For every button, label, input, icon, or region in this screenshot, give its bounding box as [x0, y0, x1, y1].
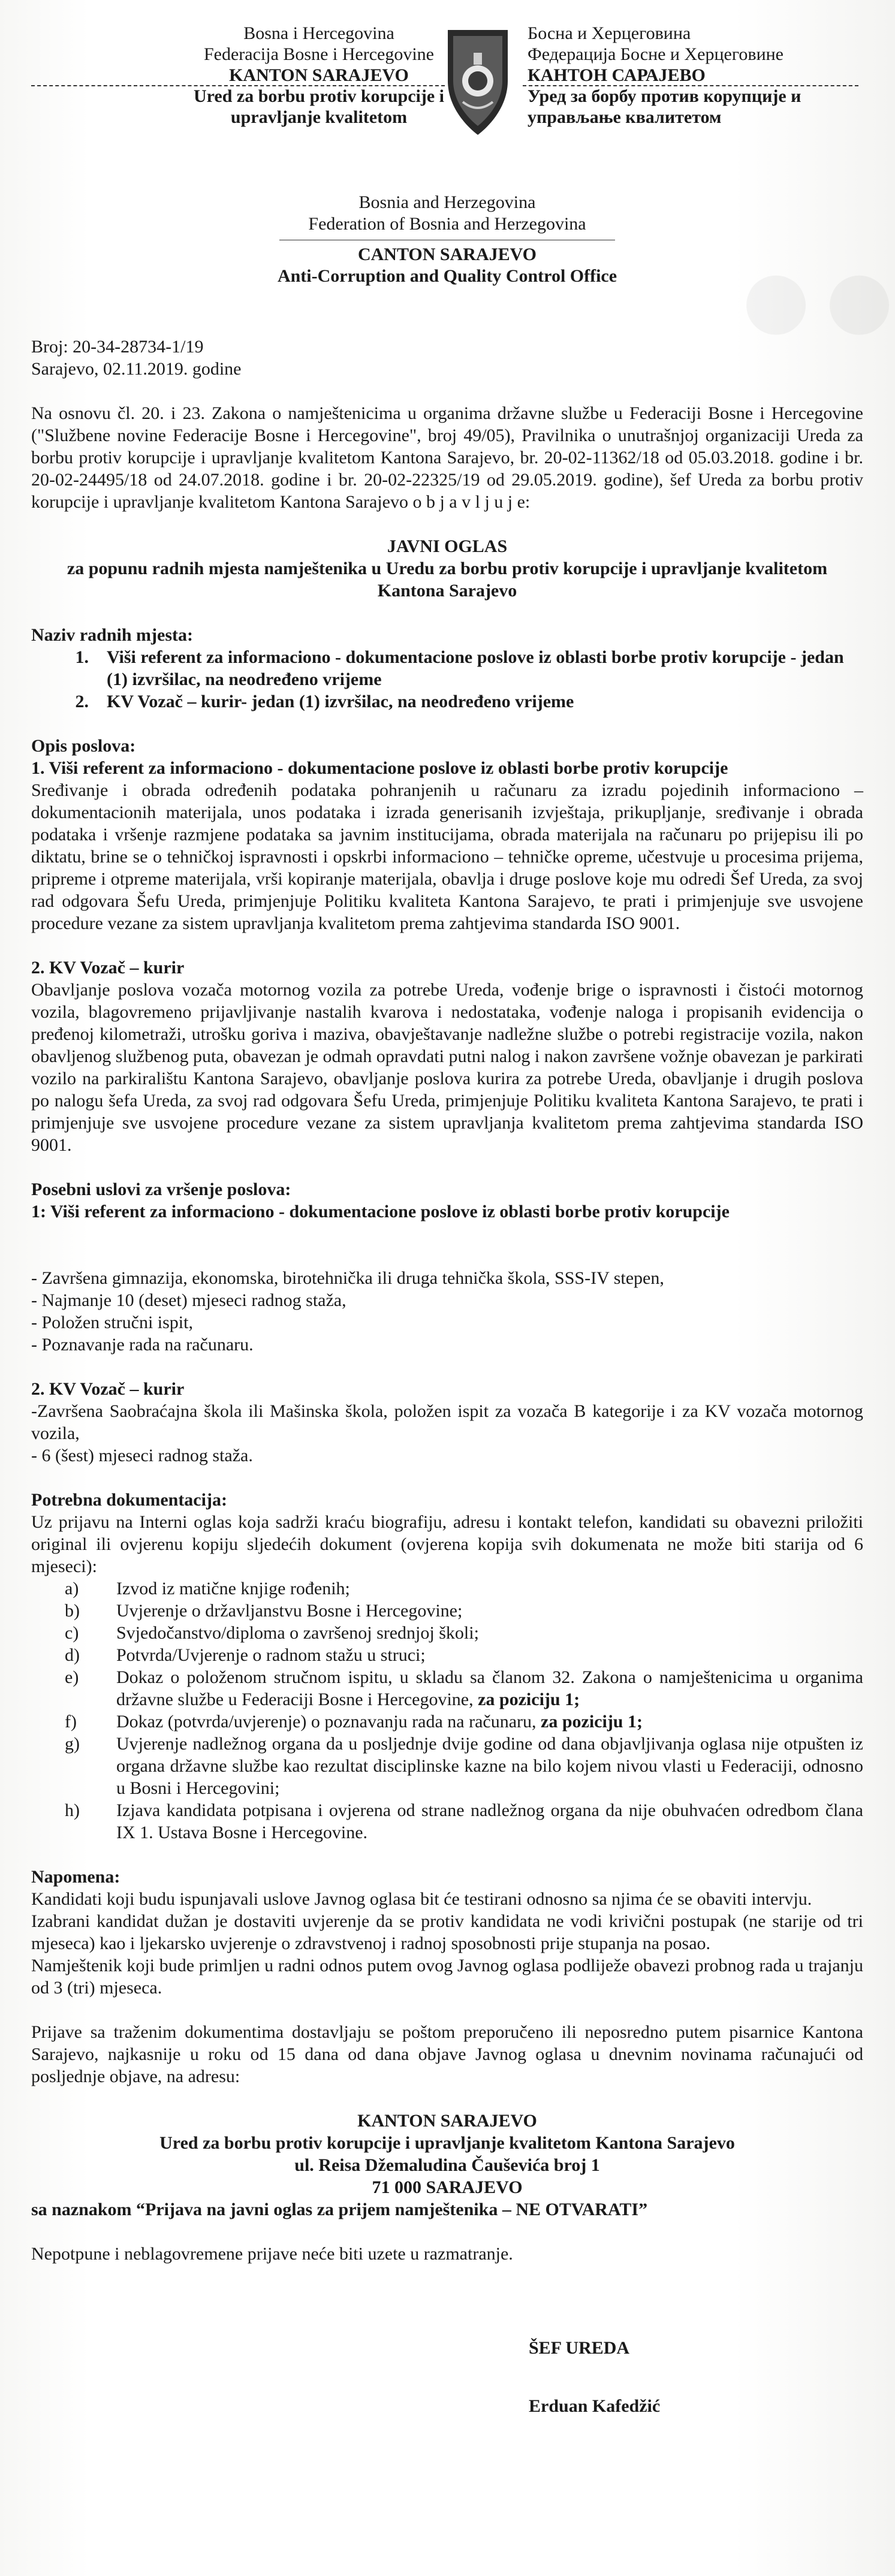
letterhead-office-cyrillic-line2: управљање квалитетом [528, 107, 722, 127]
list-item [31, 1577, 863, 1600]
notice-title-subtitle-line2: Kantona Sarajevo [377, 581, 517, 601]
letterhead-country-cyrillic: Босна и Херцеговина [528, 23, 691, 43]
list-item [31, 1622, 863, 1644]
notice-title-subtitle: za popunu radnih mjesta namještenika u Uredu za borbu protiv korupcije i upravljanje kvalitetom [67, 559, 828, 578]
submission-instructions: Prijave sa traženim dokumentima dostavljaju se poštom preporučeno ili neposredno putem pisarnice Kantona Sarajevo, najkasnije u roku od 15 dana od dana objave Javnog oglasa u dnevnim novinama računajući od posljednje objave, na adresu: [31, 2022, 863, 2086]
list-number: 1. [75, 647, 89, 667]
document-requirement [116, 1733, 863, 1799]
incomplete-applications-note: Nepotpune i neblagovremene prijave neće biti uzete u razmatranje. [31, 2244, 513, 2264]
document-requirement [116, 1644, 863, 1666]
document-requirement [116, 1711, 863, 1733]
letterhead-office-line1: Ured za borbu protiv korupcije i [193, 86, 445, 106]
signature-name: Erduan Kafedžić [529, 2396, 661, 2416]
list-item: - Završena gimnazija, ekonomska, birotehnička ili druga tehnička škola, SSS-IV stepen, [31, 1268, 664, 1288]
documents-heading: Potrebna dokumentacija: [31, 1490, 227, 1510]
list-item: - 6 (šest) mjeseci radnog staža. [31, 1446, 253, 1465]
letterhead-canton-english: CANTON SARAJEVO [357, 245, 537, 264]
job-description-pos1-heading: 1. Viši referent za informaciono - dokumentacione poslove iz oblasti borbe protiv korupcije [31, 758, 728, 778]
list-letter: a) [65, 1579, 79, 1598]
conditions-pos2-list [31, 1400, 863, 1467]
list-letter: d) [65, 1645, 80, 1665]
documents-intro: Uz prijavu na Interni oglas koja sadrži kraću biografiju, adresu i kontakt telefon, kandidati su obavezni priložiti original ili ovjerenu kopiju sljedećih dokument (ovjerena kopija svih dokumenata ne može biti starija od 6 mjeseci): [31, 1512, 863, 1576]
signature-block [529, 2337, 863, 2417]
documents-list [31, 1577, 863, 1844]
list-letter: h) [65, 1800, 80, 1820]
letterhead-canton-cyrillic: КАНТОН САРАЈЕВО [528, 65, 706, 85]
document-meta [31, 336, 863, 380]
requirement-scope: za poziciju 1; [478, 1690, 580, 1709]
letterhead-latin [187, 23, 451, 128]
list-item [31, 1733, 863, 1799]
list-letter: g) [65, 1734, 80, 1754]
address-office: Ured za borbu protiv korupcije i upravljanje kvalitetom Kantona Sarajevo [159, 2133, 735, 2153]
letterhead-country-english: Bosnia and Herzegovina [358, 192, 536, 212]
notice-title [31, 535, 863, 602]
position-title: KV Vozač – kurir- jedan (1) izvršilac, na neodređeno vrijeme [107, 692, 574, 711]
list-letter: e) [65, 1667, 79, 1687]
submission-address [31, 2110, 863, 2198]
envelope-marking: sa naznakom “Prijava na javni oglas za prijem namještenika – NE OTVARATI” [31, 2200, 648, 2219]
job-description-pos2-heading: 2. KV Vozač – kurir [31, 958, 185, 978]
requirement-text: Dokaz o položenom stručnom ispitu, u skladu sa članom 32. Zakona o namještenicima u organima državne službe u Federaciji Bosne i Hercegovine, [116, 1667, 863, 1709]
legal-basis-paragraph: Na osnovu čl. 20. i 23. Zakona o namještenicima u organima državne službe u Federaciji Bosne i Hercegovine ("Službene novine Federacije Bosne i Hercegovine", broj 49/05), Pravilnika o unutrašnjoj organizaciji Ureda za borbu protiv korupcije i upravljanje kvalitetom Kantona Sarajevo, br. 20-02-11362/18 od 05.03.2018. godine i br. 20-02-24495/18 od 24.07.2018. godine i br. 20-02-22325/19 od 29.05.2019. godine), šef Ureda za borbu protiv korupcije i upravljanje kvalitetom Kantona Sarajevo o b j a v l j u j e: [31, 403, 863, 512]
conditions-pos1-heading: 1: Viši referent za informaciono - dokumentacione poslove iz oblasti borbe protiv korupcije [31, 1202, 730, 1221]
job-description-heading: Opis poslova: [31, 736, 136, 756]
list-letter: f) [65, 1712, 77, 1732]
list-number: 2. [75, 692, 89, 711]
list-item [31, 690, 863, 713]
document-date: Sarajevo, 02.11.2019. godine [31, 359, 242, 379]
notes-heading: Napomena: [31, 1867, 120, 1887]
requirement-text: Potvrda/Uvjerenje o radnom stažu u struci; [116, 1645, 426, 1665]
document-requirement [116, 1600, 863, 1622]
document-requirement [116, 1622, 863, 1644]
conditions-heading: Posebni uslovi za vršenje poslova: [31, 1180, 291, 1199]
requirement-text: Izjava kandidata potpisana i ovjerena od strane nadležnog organa da nije obuhvaćen odredbom člana IX 1. Ustava Bosne i Hercegovine. [116, 1800, 863, 1842]
letterhead [31, 18, 863, 286]
letterhead-rule-left [31, 85, 445, 86]
requirement-text: Uvjerenje o državljanstvu Bosne i Hercegovine; [116, 1601, 463, 1621]
requirement-text: Svjedočanstvo/diploma o završenoj srednjoj školi; [116, 1623, 479, 1643]
letterhead-federation-cyrillic: Федерација Босне и Херцеговине [528, 44, 783, 64]
requirement-scope: za poziciju 1; [541, 1712, 643, 1732]
document-requirement [116, 1577, 863, 1600]
positions-list [31, 646, 863, 713]
conditions-pos1-list [31, 1267, 863, 1356]
address-city: 71 000 SARAJEVO [372, 2177, 523, 2197]
letterhead-federation-english: Federation of Bosnia and Herzegovina [308, 214, 586, 234]
address-street: ul. Reisa Džemaludina Čauševića broj 1 [294, 2155, 600, 2175]
positions-heading: Naziv radnih mjesta: [31, 625, 193, 645]
notes-certificates: Izabrani kandidat dužan je dostaviti uvjerenje da se protiv kandidata ne vodi krivični postupak (ne starije od tri mjeseca) kao i ljekarsko uvjerenje o zdravstvenoj i radnoj sposobnosti prije stupanja na posao. [31, 1911, 863, 1953]
document-number: Broj: 20-34-28734-1/19 [31, 337, 204, 357]
notes-probation: Namještenik koji bude primljen u radni odnos putem ovog Javnog oglasa podliježe obavezi probnog rada u trajanju od 3 (tri) mjeseca. [31, 1956, 863, 1998]
list-item [31, 1711, 863, 1733]
letterhead-cyrillic [528, 23, 839, 128]
conditions-pos2-heading: 2. KV Vozač – kurir [31, 1379, 185, 1399]
list-item [31, 646, 863, 690]
address-recipient: KANTON SARAJEVO [357, 2111, 537, 2131]
signature-title: ŠEF UREDA [529, 2338, 630, 2358]
letterhead-office-cyrillic-line1: Уред за борбу против корупције и [528, 86, 801, 106]
requirement-text: Izvod iz matične knjige rođenih; [116, 1579, 350, 1598]
list-item: - Položen stručni ispit, [31, 1313, 193, 1332]
letterhead-canton: KANTON SARAJEVO [229, 65, 409, 85]
list-item [31, 1799, 863, 1844]
job-description-pos1-text: Sređivanje i obrada određenih podataka pohranjenih u računaru za izradu pojedinih informaciono – dokumentacionih materijala, unos podataka i izrada generisanih izvještaja, prikupljanje, sređivanje i obrada podataka i vršenje razmjene podataka sa javnim institucijama, obrada materijala na računaru po prijepisu ili po diktatu, brine se o tehničkoj ispravnosti i opskrbi informaciono – tehničke opreme, učestvuje u procesima prijema, pripreme i otpreme materijala, vrši kopiranje materijala, obavlja i druge poslove koje mu odredi Šef Ureda, za svoj rad odgovara Šefu Ureda, primjenjuje Politiku kvaliteta Kantona Sarajevo, te prati i primjenjuje sve usvojene procedure vezane za sistem upravljanja kvalitetom prema zahtjevima standarda ISO 9001. [31, 780, 863, 933]
letterhead-english [31, 192, 863, 287]
letterhead-office-line2: upravljanje kvalitetom [230, 107, 408, 127]
letterhead-country: Bosna i Hercegovina [243, 23, 394, 43]
job-description-pos2-text: Obavljanje poslova vozača motornog vozila za potrebe Ureda, vođenje brige o ispravnosti i čistoći motornog vozila, blagovremeno prijavljivanje nastalih kvarova i nedostataka, vođenje naloga i propisanih evidencija o pređenoj kilometraži, utrošku goriva i maziva, obavještavanje nadležne službe o potrebi registracije vozila, nakon obavljenog službenog puta, obavezan je odmah opravdati putni nalog i nakon završene vožnje obavezan je parkirati vozilo na parkiralištu Kantona Sarajevo, obavljanje poslova kurira za potrebe Ureda, obavljanje i drugih poslova po nalogu šefa Ureda, za svoj rad odgovara Šefu Ureda, primjenjuje Politiku kvaliteta Kantona Sarajevo, te prati i primjenjuje sve usvojene procedure vezane za sistem upravljanja kvalitetom prema zahtjevima standarda ISO 9001. [31, 980, 863, 1155]
requirement-text: Uvjerenje nadležnog organa da u posljednje dvije godine od dana objavljivanja oglasa nije otpušten iz organa državne službe kao rezultat disciplinske kazne na bilo kojem nivou vlasti u Federaciji, odnosno u Bosni i Hercegovini; [116, 1734, 863, 1798]
notice-title-main: JAVNI OGLAS [387, 536, 508, 556]
list-item: - Najmanje 10 (deset) mjeseci radnog staža, [31, 1290, 346, 1310]
letterhead-office-english: Anti-Corruption and Quality Control Office [277, 266, 617, 286]
coat-of-arms-icon [439, 24, 517, 156]
list-item [31, 1666, 863, 1711]
list-item: - Poznavanje rada na računaru. [31, 1335, 254, 1355]
document-requirement [116, 1799, 863, 1844]
position-title: Viši referent za informaciono - dokumentacione poslove iz oblasti borbe protiv korupcije - jedan (1) izvršilac, na neodređeno vrijeme [107, 647, 844, 689]
requirement-text: Dokaz (potvrda/uvjerenje) o poznavanju rada na računaru, [116, 1712, 541, 1732]
list-letter: b) [65, 1601, 80, 1621]
list-item: -Završena Saobraćajna škola ili Mašinska škola, položen ispit za vozača B kategorije i za KV vozača motornog vozila, [31, 1401, 863, 1443]
list-item [31, 1644, 863, 1666]
public-notice [31, 18, 863, 2417]
document-requirement [116, 1666, 863, 1711]
letterhead-federation: Federacija Bosne i Hercegovine [203, 44, 434, 64]
list-letter: c) [65, 1623, 79, 1643]
list-item [31, 1600, 863, 1622]
notes-testing: Kandidati koji budu ispunjavali uslove Javnog oglasa bit će testirani odnosno sa njima će se obaviti intervju. [31, 1889, 812, 1909]
